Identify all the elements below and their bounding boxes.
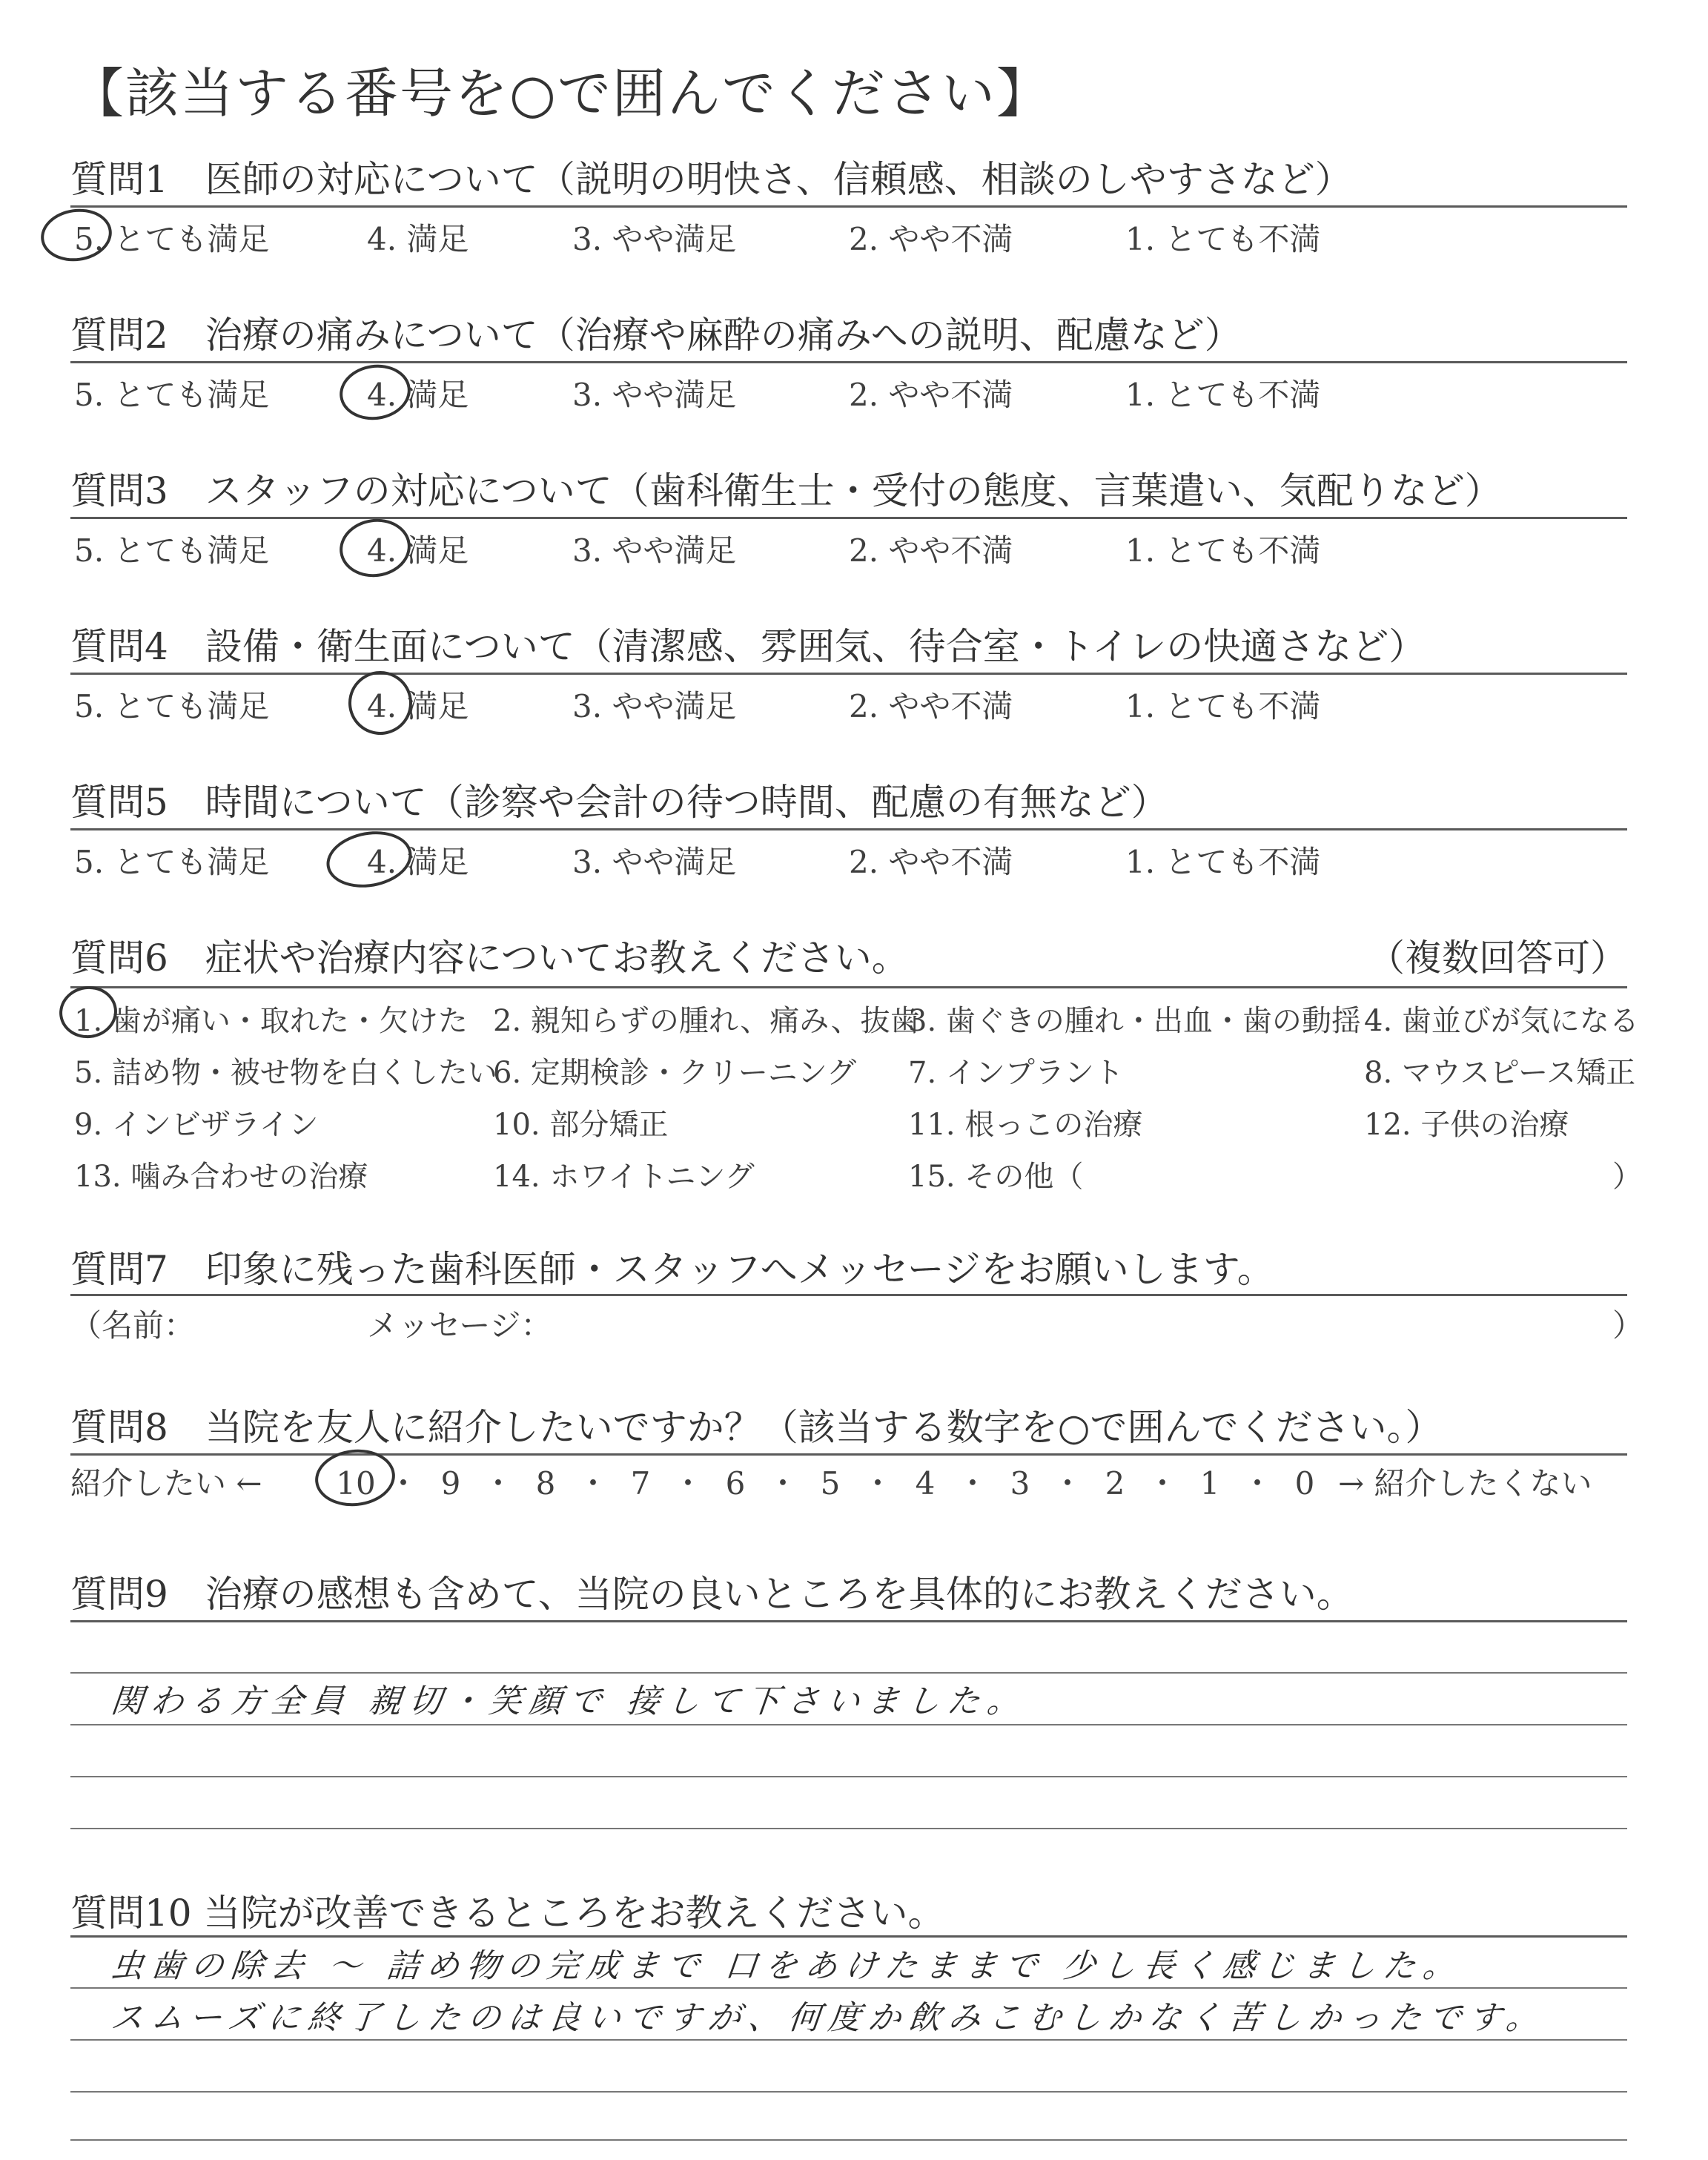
q1-option-3[interactable]: 3. やや満足 xyxy=(572,221,737,257)
q10-answer-line xyxy=(70,2091,1627,2093)
q6-option-11[interactable]: 11. 根っこの治療 xyxy=(908,1108,1143,1142)
q2-rule xyxy=(70,361,1627,363)
q8-value-6[interactable]: 6 xyxy=(725,1465,746,1502)
q3-option-2[interactable]: 2. やや不満 xyxy=(849,532,1013,569)
q9-heading: 質問9 治療の感想も含めて、当院の良いところを具体的にお教えください。 xyxy=(70,1573,1354,1616)
q6-option-15[interactable]: 15. その他（ xyxy=(908,1160,1084,1194)
q6-option-3[interactable]: 3. 歯ぐきの腫れ・出血・歯の動揺 xyxy=(908,1004,1361,1038)
q8-separator: ・ xyxy=(1051,1465,1083,1502)
q4-option-1[interactable]: 1. とても不満 xyxy=(1125,688,1321,724)
q6-option-5[interactable]: 5. 詰め物・被せ物を白くしたい xyxy=(74,1056,497,1090)
q7-close-paren: ） xyxy=(1612,1307,1644,1344)
q1-option-1[interactable]: 1. とても不満 xyxy=(1125,221,1321,257)
q10-heading: 質問10 当院が改善できるところをお教えください。 xyxy=(70,1892,945,1935)
q3-heading: 質問3 スタッフの対応について（歯科衛生士・受付の態度、言葉遣い、気配りなど） xyxy=(70,469,1502,512)
q9-rule xyxy=(70,1620,1627,1622)
q8-value-1[interactable]: 1 xyxy=(1199,1465,1220,1502)
q10-rule xyxy=(70,1935,1627,1938)
q3-option-5[interactable]: 5. とても満足 xyxy=(74,532,270,569)
q8-separator: ・ xyxy=(956,1465,988,1502)
q8-separator: ・ xyxy=(861,1465,893,1502)
q8-value-7[interactable]: 7 xyxy=(630,1465,651,1502)
q4-rule xyxy=(70,673,1627,675)
q7-heading: 質問7 印象に残った歯科医師・スタッフへメッセージをお願いします。 xyxy=(70,1248,1274,1291)
q8-value-9[interactable]: 9 xyxy=(440,1465,461,1502)
q8-value-10[interactable]: 10 xyxy=(336,1465,376,1502)
q6-heading: 質問6 症状や治療内容についてお教えください。 xyxy=(70,937,909,980)
q3-option-4[interactable]: 4. 満足 xyxy=(367,532,469,569)
q5-option-2[interactable]: 2. やや不満 xyxy=(849,844,1013,880)
q6-option-1[interactable]: 1. 歯が痛い・取れた・欠けた xyxy=(74,1004,468,1038)
q5-rule xyxy=(70,828,1627,830)
q8-separator: ・ xyxy=(482,1465,514,1502)
q1-option-5[interactable]: 5. とても満足 xyxy=(74,221,270,257)
q9-answer-line xyxy=(70,1672,1627,1674)
q6-option-9[interactable]: 9. インビザライン xyxy=(74,1108,319,1142)
q4-heading: 質問4 設備・衛生面について（清潔感、雰囲気、待合室・トイレの快適さなど） xyxy=(70,625,1426,668)
q1-option-4[interactable]: 4. 満足 xyxy=(367,221,469,257)
q8-value-5[interactable]: 5 xyxy=(820,1465,841,1502)
q6-option-12[interactable]: 12. 子供の治療 xyxy=(1364,1108,1569,1142)
q8-left-label: 紹介したい ← xyxy=(70,1465,262,1502)
q6-option-7[interactable]: 7. インプラント xyxy=(908,1056,1124,1090)
q6-option-6[interactable]: 6. 定期検診・クリーニング xyxy=(493,1056,857,1090)
q8-right-label: → 紹介したくない xyxy=(1338,1465,1592,1502)
q8-rule xyxy=(70,1453,1627,1456)
q4-option-4[interactable]: 4. 満足 xyxy=(367,688,469,724)
q8-value-2[interactable]: 2 xyxy=(1105,1465,1125,1502)
q8-separator: ・ xyxy=(577,1465,609,1502)
form-title: 【該当する番号を○で囲んでください】 xyxy=(70,62,1051,125)
q10-handwritten-answer-2: スムーズに終了したのは良いですが、何度か飲みこむしかなく苦しかったです。 xyxy=(108,1999,1549,2037)
q3-option-1[interactable]: 1. とても不満 xyxy=(1125,532,1321,569)
q8-scale xyxy=(326,1459,1334,1504)
q6-option-13[interactable]: 13. 噛み合わせの治療 xyxy=(74,1160,368,1194)
q9-answer-line xyxy=(70,1724,1627,1725)
q2-option-2[interactable]: 2. やや不満 xyxy=(849,377,1013,413)
q8-separator: ・ xyxy=(1146,1465,1178,1502)
q6-note: （複数回答可） xyxy=(1368,937,1627,980)
q1-option-2[interactable]: 2. やや不満 xyxy=(849,221,1013,257)
q2-option-5[interactable]: 5. とても満足 xyxy=(74,377,270,413)
q4-option-3[interactable]: 3. やや満足 xyxy=(572,688,737,724)
q5-option-1[interactable]: 1. とても不満 xyxy=(1125,844,1321,880)
q8-separator: ・ xyxy=(672,1465,704,1502)
q6-option-10[interactable]: 10. 部分矯正 xyxy=(493,1108,669,1142)
q8-value-8[interactable]: 8 xyxy=(535,1465,556,1502)
q9-handwritten-answer: 関わる方全員 親切・笑顔で 接して下さいました。 xyxy=(108,1682,1030,1720)
q8-separator: ・ xyxy=(387,1465,419,1502)
q6-option-4[interactable]: 4. 歯並びが気になる xyxy=(1364,1004,1639,1038)
q5-option-4[interactable]: 4. 満足 xyxy=(367,844,469,880)
q8-separator: ・ xyxy=(767,1465,798,1502)
q10-answer-line xyxy=(70,2139,1627,2141)
q9-answer-line xyxy=(70,1828,1627,1829)
q1-rule xyxy=(70,205,1627,208)
q5-heading: 質問5 時間について（診察や会計の待つ時間、配慮の有無など） xyxy=(70,781,1168,824)
q4-option-5[interactable]: 5. とても満足 xyxy=(74,688,270,724)
q6-option-8[interactable]: 8. マウスピース矯正 xyxy=(1364,1056,1636,1090)
q1-heading: 質問1 医師の対応について（説明の明快さ、信頼感、相談のしやすさなど） xyxy=(70,158,1352,201)
q10-answer-line xyxy=(70,2039,1627,2041)
q3-selection-circle xyxy=(336,515,414,582)
q5-selection-circle xyxy=(322,825,416,894)
q6-option-2[interactable]: 2. 親知らずの腫れ、痛み、抜歯 xyxy=(493,1004,920,1038)
q8-value-4[interactable]: 4 xyxy=(915,1465,936,1502)
q3-rule xyxy=(70,517,1627,519)
q4-option-2[interactable]: 2. やや不満 xyxy=(849,688,1013,724)
q2-option-4[interactable]: 4. 満足 xyxy=(367,377,469,413)
q8-value-0[interactable]: 0 xyxy=(1294,1465,1315,1502)
q6-rule xyxy=(70,986,1627,988)
q5-option-3[interactable]: 3. やや満足 xyxy=(572,844,737,880)
q2-option-3[interactable]: 3. やや満足 xyxy=(572,377,737,413)
q10-handwritten-answer-1: 虫歯の除去 ～ 詰め物の完成まで 口をあけたままで 少し長く感じました。 xyxy=(108,1947,1466,1985)
q2-option-1[interactable]: 1. とても不満 xyxy=(1125,377,1321,413)
q5-option-5[interactable]: 5. とても満足 xyxy=(74,844,270,880)
q8-separator: ・ xyxy=(1241,1465,1273,1502)
q8-heading: 質問8 当院を友人に紹介したいですか？（該当する数字を○で囲んでください。） xyxy=(70,1406,1443,1449)
q9-answer-line xyxy=(70,1776,1627,1777)
q4-selection-circle xyxy=(344,667,416,739)
q7-message-label: メッセージ： xyxy=(367,1307,552,1344)
q10-answer-line xyxy=(70,1987,1627,1989)
q8-value-3[interactable]: 3 xyxy=(1010,1465,1030,1502)
q6-other-close-paren: ） xyxy=(1612,1160,1642,1194)
q7-rule xyxy=(70,1294,1627,1296)
q3-option-3[interactable]: 3. やや満足 xyxy=(572,532,737,569)
q7-name-label: （名前： xyxy=(70,1307,196,1344)
q6-option-14[interactable]: 14. ホワイトニング xyxy=(493,1160,755,1194)
q2-heading: 質問2 治療の痛みについて（治療や麻酔の痛みへの説明、配慮など） xyxy=(70,314,1242,357)
